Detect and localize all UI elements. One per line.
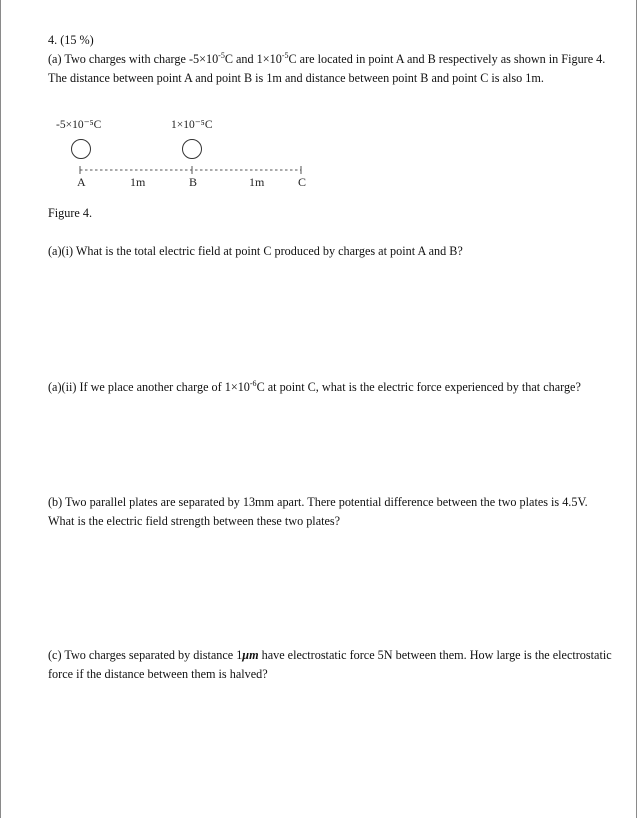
figure-4 [1, 0, 637, 220]
distance-ab-label: 1m [130, 175, 146, 189]
point-a-label: A [77, 175, 86, 189]
point-c-label: C [298, 175, 307, 189]
question-c-line1 [48, 646, 612, 664]
distance-bc-label: 1m [249, 175, 265, 189]
exponent: -5 [218, 51, 225, 60]
micrometer-unit: μm [242, 648, 259, 662]
charge-a-label: -5×10⁻⁵C [56, 119, 102, 131]
c-text-post: have electrostatic force 5N between them. How large is the electrostatic [258, 648, 612, 662]
a-ii-text-post: C at point C, what is the electric force experienced by that charge? [256, 380, 581, 394]
exponent: -5 [281, 51, 289, 60]
question-c-line2: force if the distance between them is halved? [48, 667, 268, 681]
figure-4-drawing [1, 0, 637, 200]
intro-text-post: C are located in point A and B respectively as shown in Figure 4. [288, 52, 606, 66]
point-b-label: B [189, 175, 198, 189]
charge-a-circle [72, 140, 91, 159]
intro-text-pre: (a) Two charges with charge -5×10 [48, 52, 219, 66]
question-b-line2: What is the electric field strength between these two plates? [48, 514, 341, 528]
figure-caption: Figure 4. [48, 206, 93, 220]
charge-b-label: 1×10⁻⁵C [171, 119, 213, 131]
intro-text-mid: C and 1×10 [224, 52, 282, 66]
question-number: 4. (15 %) [48, 33, 94, 47]
part-a-intro-line2: The distance between point A and point B is 1m and distance between point B and point C is also 1m. [48, 71, 544, 85]
question-a-i: (a)(i) What is the total electric field at point C produced by charges at point A and B? [48, 244, 463, 258]
question-a-ii [48, 378, 581, 396]
charge-b-circle [183, 140, 202, 159]
exponent: -6 [249, 379, 257, 388]
a-ii-text-pre: (a)(ii) If we place another charge of 1×10 [48, 380, 250, 394]
question-b-line1: (b) Two parallel plates are separated by 13mm apart. There potential difference between the two plates is 4.5V. [48, 495, 588, 509]
c-text-pre: (c) Two charges separated by distance 1 [48, 648, 243, 662]
